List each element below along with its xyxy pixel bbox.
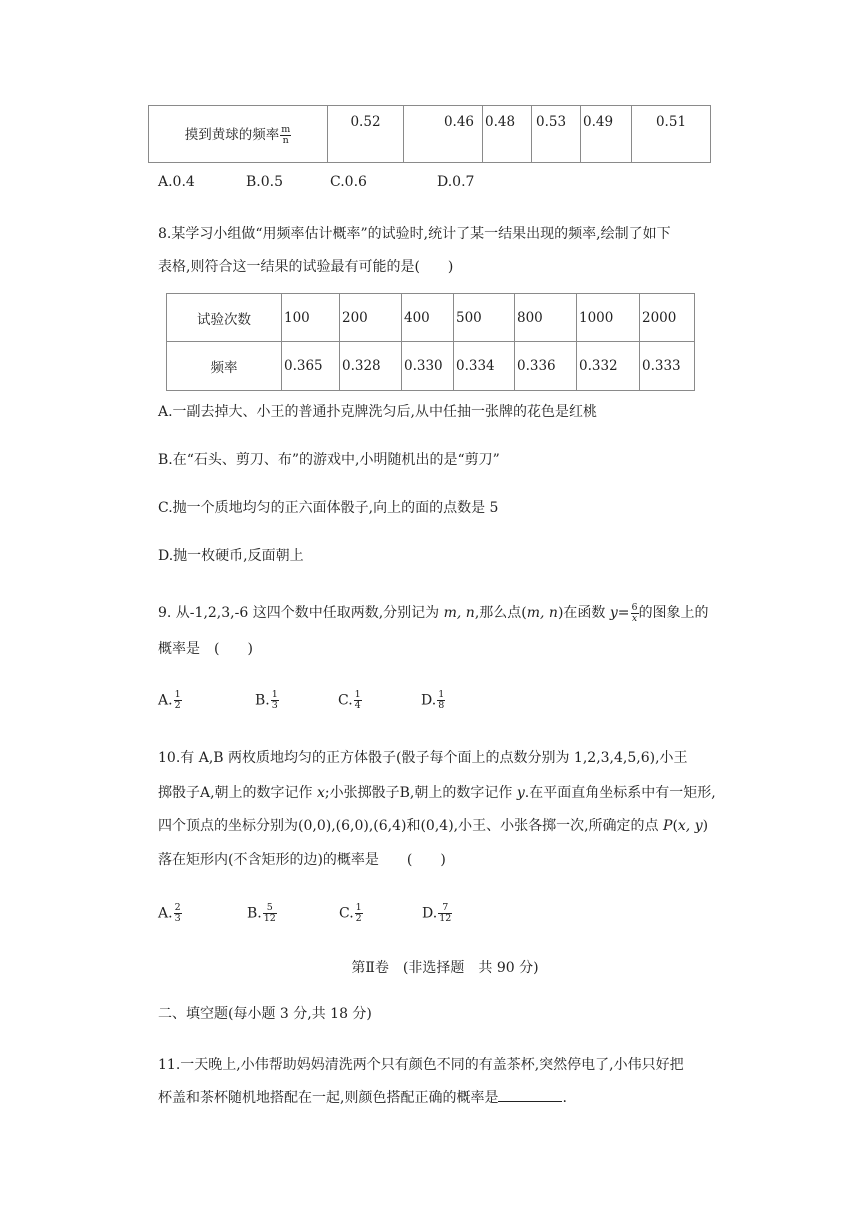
section-title: 第Ⅱ卷 (非选择题 共 90 分)	[351, 960, 539, 976]
q8-frequency-table	[166, 293, 695, 391]
q8-count-cell: 800	[515, 294, 577, 342]
q8-count-cell: 200	[340, 294, 402, 342]
q9-stem-line2: 概率是 ( )	[158, 641, 253, 657]
q8-stem-line2: 表格,则符合这一结果的试验最有可能的是( )	[158, 259, 454, 275]
option-b: B. $\frac{5}{12}$	[247, 902, 276, 924]
table-row	[167, 294, 695, 342]
q8-count-cell: 100	[282, 294, 340, 342]
option-d: D. $\frac{7}{12}$	[422, 902, 452, 924]
q8-freq-cell: 0.365	[282, 342, 340, 391]
q7-cell: 0.46	[404, 106, 483, 163]
q10-stem-line4: 落在矩形内(不含矩形的边)的概率是 ( )	[158, 852, 446, 868]
q8-option-a: A.一副去掉大、小王的普通扑克牌洗匀后,从中任抽一张牌的花色是红桃	[158, 404, 598, 420]
q8-option-d: D.抛一枚硬币,反面朝上	[158, 548, 304, 564]
q8-header-label: 试验次数	[167, 294, 282, 342]
q8-option-c: C.抛一个质地均匀的正六面体骰子,向上的面的点数是 5	[158, 500, 499, 516]
q9-stem-line1: 9. 从-1,2,3,-6 这四个数中任取两数,分别记为 m, n,那么点(m, n)在函数 y= $\frac{6}{x}$ 的图象上的	[158, 601, 709, 624]
option-a: A.0.4	[158, 174, 195, 190]
option-b: B.0.5	[246, 174, 284, 190]
q7-row-label: 摸到黄球的频率 $\frac{m}{n}$	[149, 106, 328, 163]
q8-freq-cell: 0.330	[402, 342, 454, 391]
q11-stem-line1: 11.一天晚上,小伟帮助妈妈清洗两个只有颜色不同的有盖茶杯,突然停电了,小伟只好把	[158, 1057, 684, 1073]
q8-freq-cell: 0.333	[640, 342, 695, 391]
six-over-x-fraction: $\frac{6}{x}$	[631, 601, 638, 624]
q10-stem-line2: 掷骰子A,朝上的数字记作 x;小张掷骰子B,朝上的数字记作 y.在平面直角坐标系中有一矩形,	[158, 785, 716, 801]
q8-freq-label: 频率	[167, 342, 282, 391]
q11-stem-line2: 杯盖和茶杯随机地搭配在一起,则颜色搭配正确的概率是 .	[158, 1087, 567, 1107]
q8-count-cell: 500	[454, 294, 515, 342]
q7-cell: 0.52	[328, 106, 404, 163]
option-c: C. $\frac{1}{2}$	[339, 902, 362, 924]
option-c: C.0.6	[330, 174, 367, 190]
q8-freq-cell: 0.336	[515, 342, 577, 391]
table-row	[167, 342, 695, 391]
option-a: A. $\frac{1}{2}$	[158, 689, 181, 711]
option-c: C. $\frac{1}{4}$	[338, 689, 361, 711]
answer-blank	[498, 1087, 562, 1102]
option-d: D.0.7	[437, 174, 475, 190]
option-d: D. $\frac{1}{8}$	[421, 689, 445, 711]
q7-cell: 0.49	[581, 106, 632, 163]
q7-cell: 0.51	[632, 106, 711, 163]
section-heading: 二、填空题(每小题 3 分,共 18 分)	[158, 1006, 372, 1022]
q8-count-cell: 400	[402, 294, 454, 342]
q8-freq-cell: 0.332	[577, 342, 640, 391]
q8-count-cell: 2000	[640, 294, 695, 342]
q10-stem-line3: 四个顶点的坐标分别为(0,0),(6,0),(6,4)和(0,4),小王、小张各掷一次,所确定的点 P(x, y)	[158, 818, 709, 834]
q8-stem-line1: 8.某学习小组做“用频率估计概率”的试验时,统计了某一结果出现的频率,绘制了如下	[158, 226, 671, 242]
q8-option-b: B.在“石头、剪刀、布”的游戏中,小明随机出的是“剪刀”	[158, 452, 500, 468]
q8-freq-cell: 0.334	[454, 342, 515, 391]
q10-stem-line1: 10.有 A,B 两枚质地均匀的正方体骰子(骰子每个面上的点数分别为 1,2,3,4,5,6),小王	[158, 750, 688, 766]
option-b: B. $\frac{1}{3}$	[255, 689, 278, 711]
q7-frequency-table	[148, 105, 711, 163]
table-row	[149, 106, 711, 163]
q7-cell: 0.48	[483, 106, 532, 163]
m-over-n-fraction: $\frac{m}{n}$	[281, 123, 291, 146]
option-a: A. $\frac{2}{3}$	[158, 902, 181, 924]
q8-count-cell: 1000	[577, 294, 640, 342]
q7-cell: 0.53	[532, 106, 581, 163]
q8-freq-cell: 0.328	[340, 342, 402, 391]
